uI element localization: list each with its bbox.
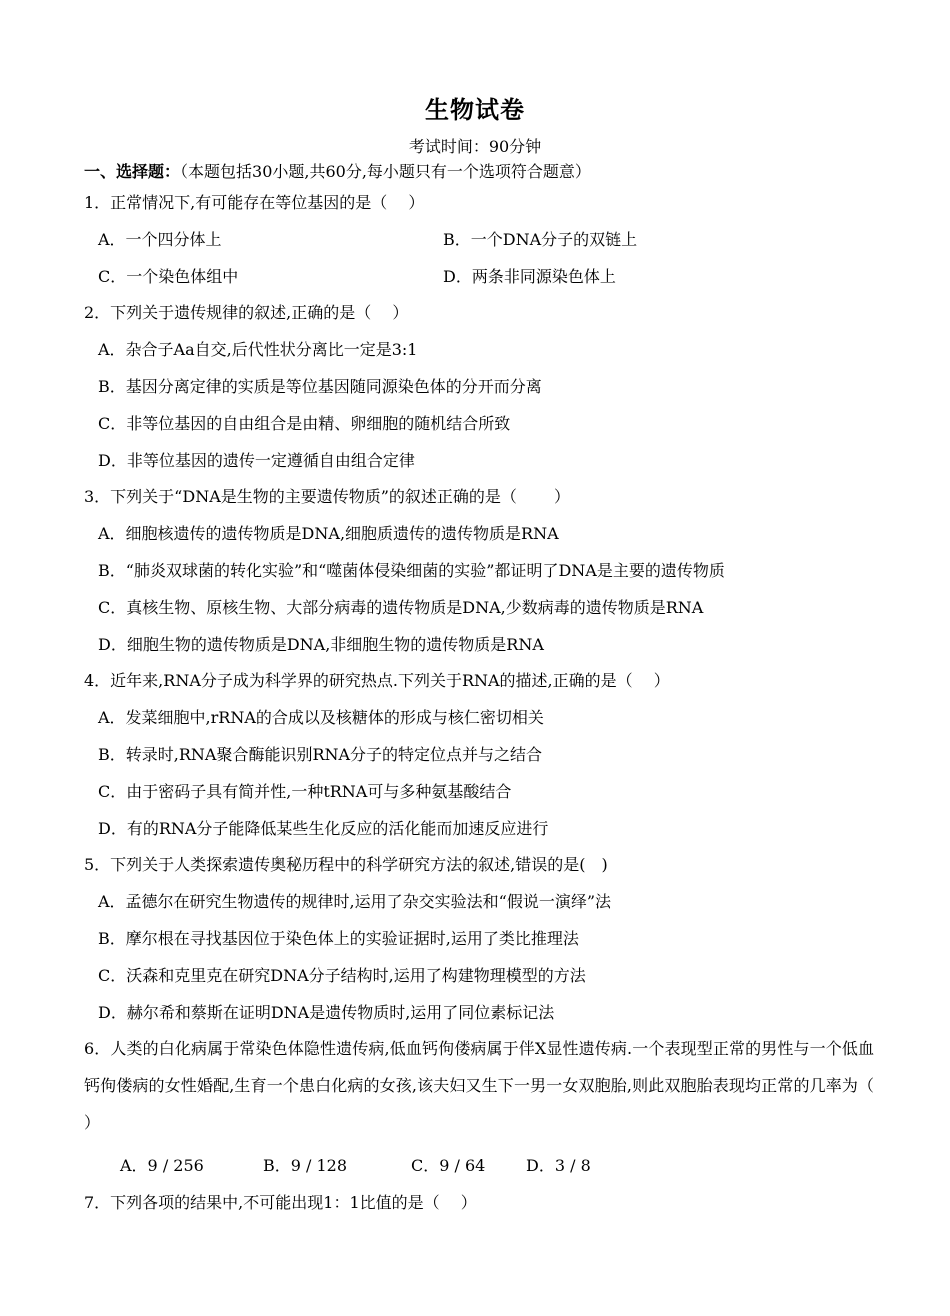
question-option: D．有的RNA分子能降低某些生化反应的活化能而加速反应进行 — [98, 819, 549, 838]
question-stem: 3．下列关于“DNA是生物的主要遗传物质”的叙述正确的是（ ） — [84, 487, 571, 506]
section-header — [84, 162, 591, 182]
question-option: C．9 / 64 — [411, 1156, 486, 1175]
page-title: 生物试卷 — [425, 95, 525, 124]
question-option: B．摩尔根在寻找基因位于染色体上的实验证据时,运用了类比推理法 — [98, 929, 579, 948]
question-stem: 4．近年来,RNA分子成为科学界的研究热点.下列关于RNA的描述,正确的是（ ） — [84, 671, 670, 690]
section-label: 一、选择题： — [84, 162, 181, 181]
question-option: A．9 / 256 — [120, 1156, 204, 1175]
question-option: A．孟德尔在研究生物遗传的规律时,运用了杂交实验法和“假说一演绎”法 — [98, 892, 612, 911]
question-stem: 1．正常情况下,有可能存在等位基因的是（ ） — [84, 193, 425, 212]
question-option: B．9 / 128 — [263, 1156, 348, 1175]
question-option: B．基因分离定律的实质是等位基因随同源染色体的分开而分离 — [98, 377, 542, 396]
question-option: C．非等位基因的自由组合是由精、卵细胞的随机结合所致 — [98, 414, 511, 433]
question-stem: 6．人类的白化病属于常染色体隐性遗传病,低血钙佝偻病属于伴X显性遗传病.一个表现型正常的男性与一个低血钙佝偻病的女性婚配,生育一个患白化病的女孩,该夫妇又生下一男一女双胞胎,则此双胞胎表现均正常的几率为（ ） — [84, 1039, 912, 1132]
question-option: A．一个四分体上 — [98, 230, 222, 249]
question-option: C．由于密码子具有简并性,一种tRNA可与多种氨基酸结合 — [98, 782, 512, 801]
question-stem: 7．下列各项的结果中,不可能出现1：1比值的是（ ） — [84, 1193, 477, 1212]
question-stem: 5．下列关于人类探索遗传奥秘历程中的科学研究方法的叙述,错误的是( ) — [84, 855, 608, 874]
question-option: C．真核生物、原核生物、大部分病毒的遗传物质是DNA,少数病毒的遗传物质是RNA — [98, 598, 704, 617]
question-option: A．细胞核遗传的遗传物质是DNA,细胞质遗传的遗传物质是RNA — [98, 524, 559, 543]
question-option: D．细胞生物的遗传物质是DNA,非细胞生物的遗传物质是RNA — [98, 635, 544, 654]
question-option: D．赫尔希和蔡斯在证明DNA是遗传物质时,运用了同位素标记法 — [98, 1003, 555, 1022]
section-note: （本题包括30小题,共60分,每小题只有一个选项符合题意） — [180, 162, 591, 181]
question-option: A．发菜细胞中,rRNA的合成以及核糖体的形成与核仁密切相关 — [98, 708, 544, 727]
question-stem: 2．下列关于遗传规律的叙述,正确的是（ ） — [84, 303, 409, 322]
question-option: B．“肺炎双球菌的转化实验”和“噬菌体侵染细菌的实验”都证明了DNA是主要的遗传物质 — [98, 561, 725, 580]
question-option: A．杂合子Aa自交,后代性状分离比一定是3:1 — [98, 340, 418, 359]
exam-duration: 考试时间：90分钟 — [408, 137, 542, 156]
question-option: B．转录时,RNA聚合酶能识别RNA分子的特定位点并与之结合 — [98, 745, 543, 764]
question-options-row — [120, 1156, 591, 1176]
question-option: C．一个染色体组中 — [98, 267, 239, 286]
question-option: C．沃森和克里克在研究DNA分子结构时,运用了构建物理模型的方法 — [98, 966, 586, 985]
question-option: D．非等位基因的遗传一定遵循自由组合定律 — [98, 451, 415, 470]
question-option: B．一个DNA分子的双链上 — [443, 230, 638, 249]
question-option: D．两条非同源染色体上 — [443, 267, 616, 286]
question-option: D．3 / 8 — [526, 1156, 591, 1175]
